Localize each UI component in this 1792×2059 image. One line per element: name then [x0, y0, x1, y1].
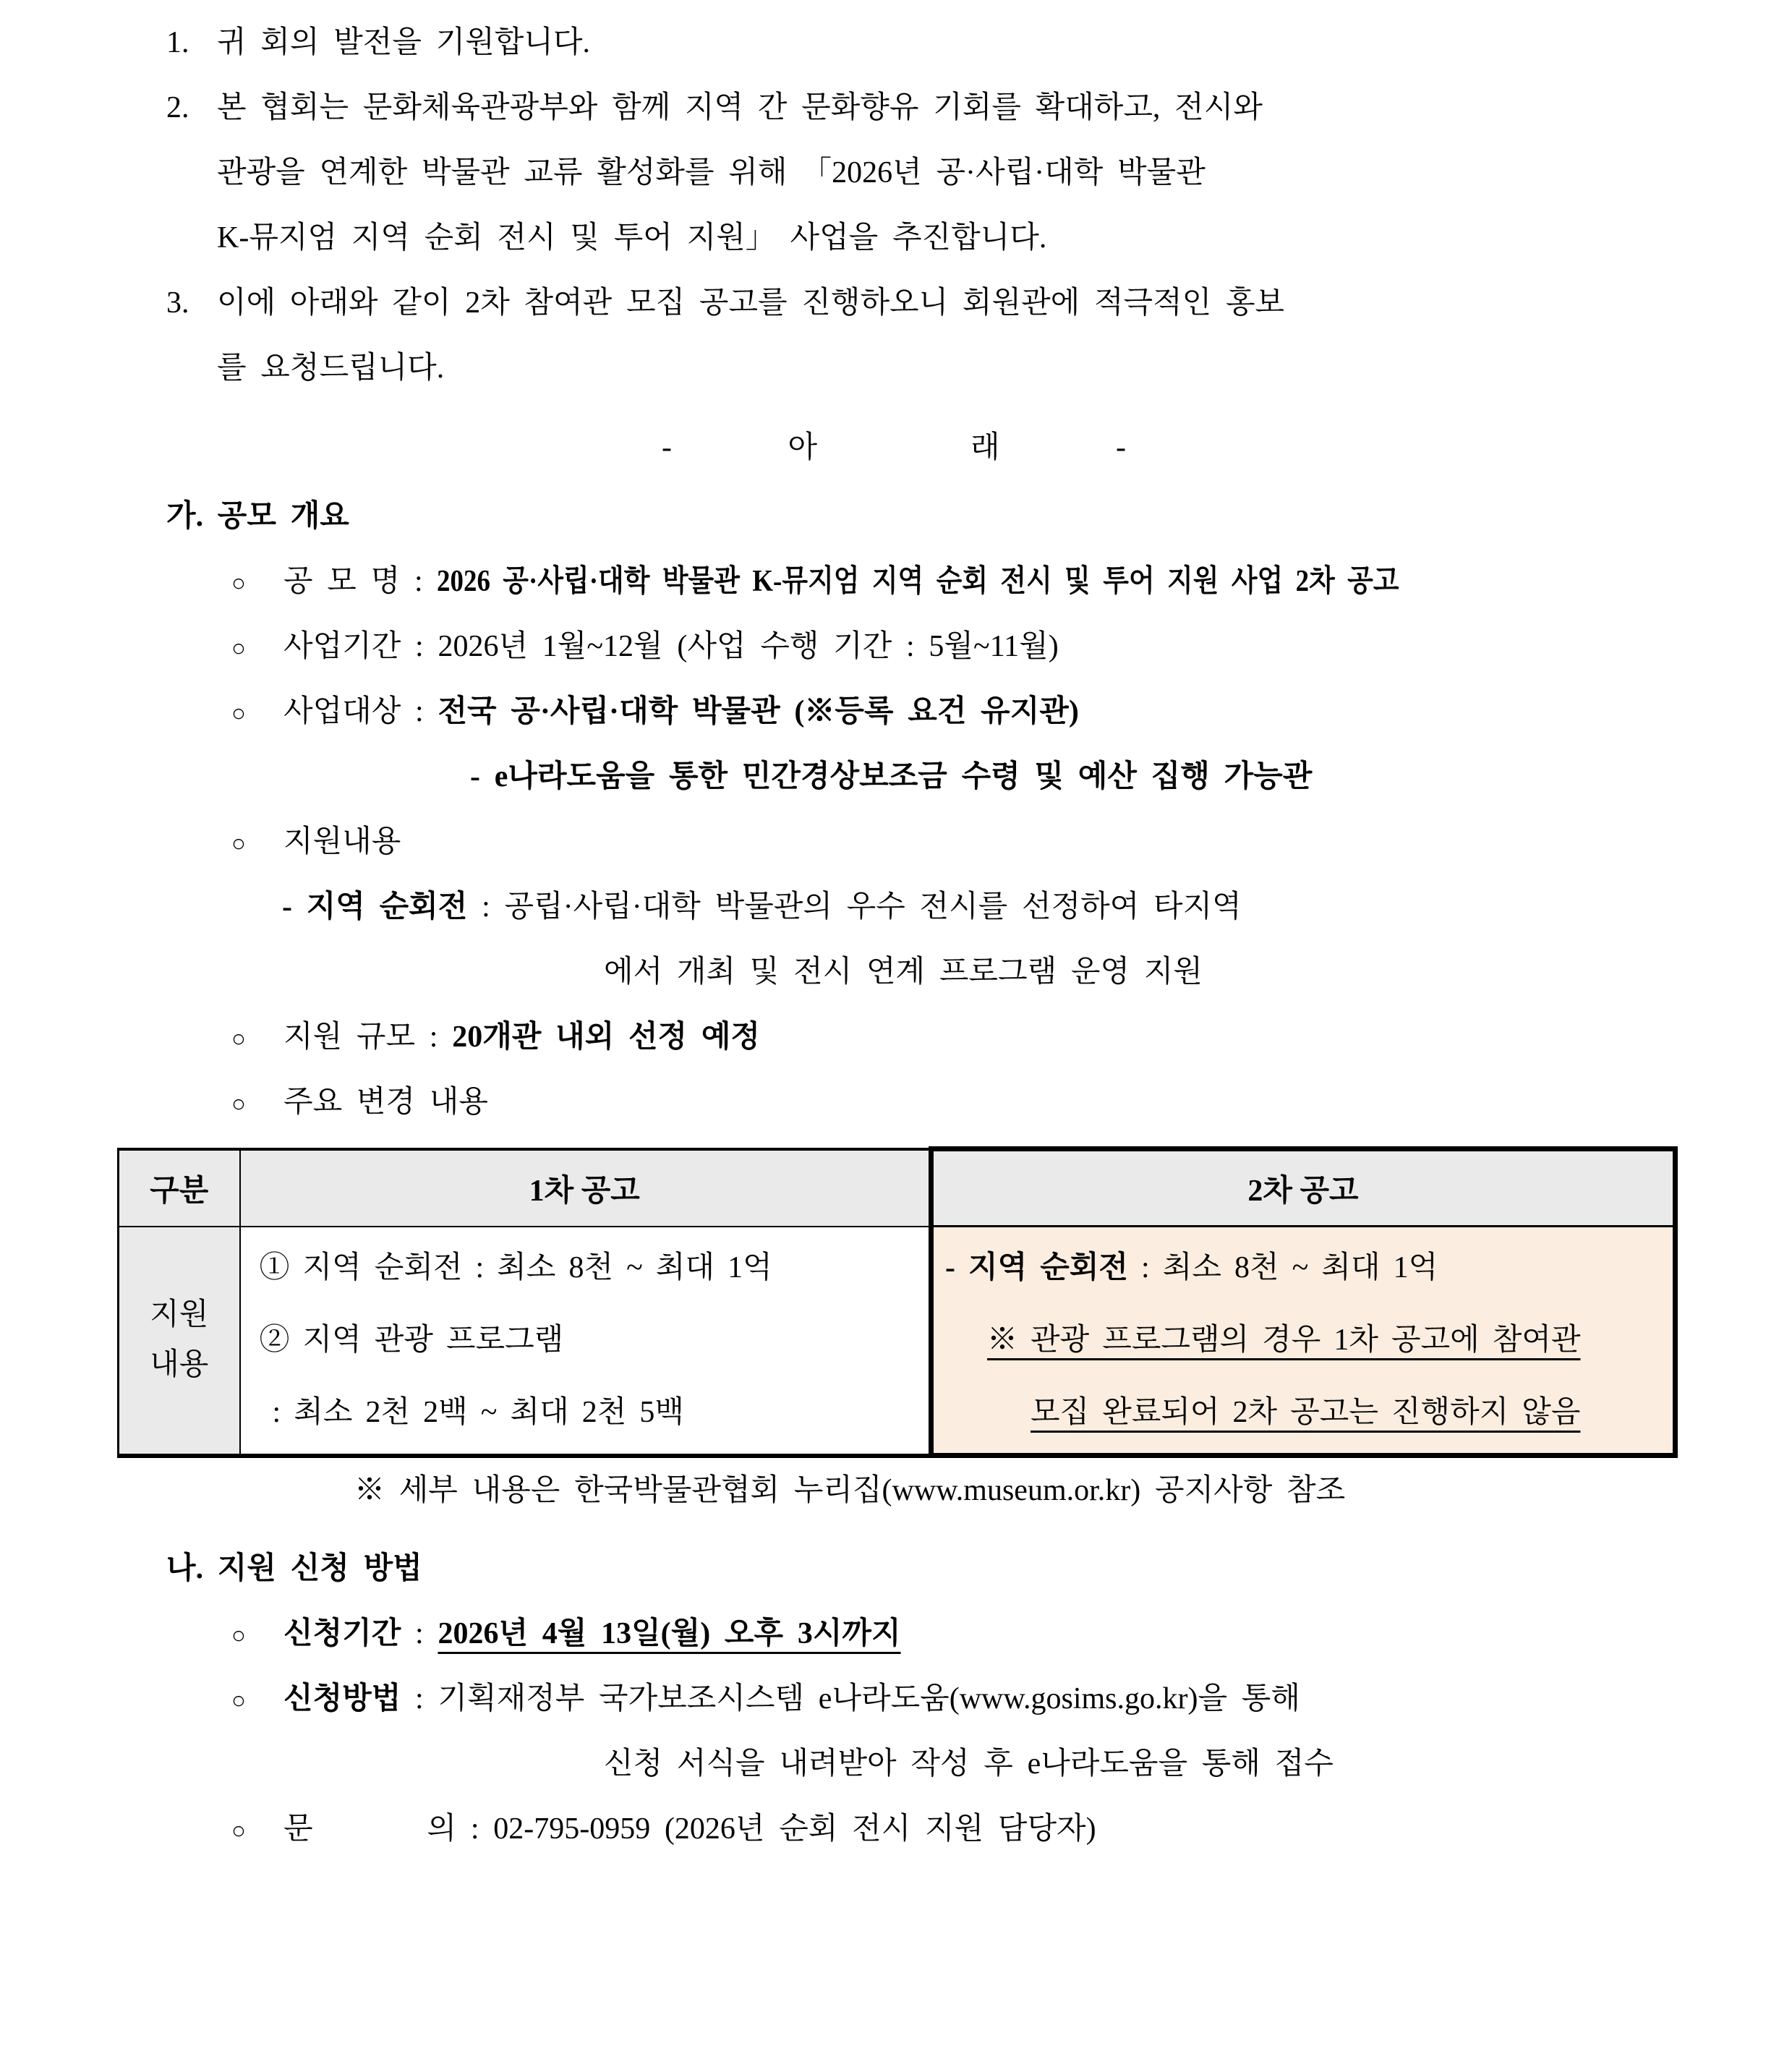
apply-period-value: 2026년 4월 13일(월) 오후 3시까지 [438, 1617, 901, 1650]
support-tour-row [0, 874, 1792, 939]
second-notice-line [945, 1232, 1672, 1304]
paragraph-1-text: 귀 회의 발전을 기원합니다. [217, 26, 591, 59]
circle-bullet-icon: ○ [231, 1091, 246, 1117]
apply-method-row [0, 1666, 1792, 1731]
paragraph-1 [0, 10, 1792, 75]
first-notice-line: ① 지역 순회전 : 최소 8천 ~ 최대 1억 [259, 1251, 772, 1284]
item-number: 2. [166, 91, 189, 124]
second-notice-cell [931, 1227, 1676, 1456]
contact-label: 문 의 [283, 1812, 457, 1846]
item-number: 1. [166, 26, 189, 59]
support-tour-label: - 지역 순회전 [282, 890, 468, 924]
colon-separator: : [400, 565, 438, 598]
table-row-label-cell [119, 1227, 240, 1456]
second-notice-note-text: 모집 완료되어 2차 공고는 진행하지 않음 [1031, 1396, 1581, 1429]
circle-bullet-icon: ○ [231, 1688, 246, 1714]
paragraph-2-text: 본 협회는 문화체육관광부와 함께 지역 간 문화향유 기회를 확대하고, 전시와 [217, 91, 1263, 124]
notice-name-value: 2026 공·사립·대학 박물관 K-뮤지엄 지역 순회 전시 및 투어 지원 사업 2차 공고 [437, 565, 1399, 598]
project-period-label: 사업기간 [283, 630, 401, 663]
colon-separator: : [401, 630, 438, 663]
paragraph-2-cont [0, 140, 1792, 205]
section-a-heading: 가. 공모 개요 [166, 500, 349, 533]
circle-bullet-icon: ○ [231, 1818, 246, 1844]
support-scale-value: 20개관 내외 선정 예정 [452, 1020, 760, 1054]
apply-period-row [0, 1601, 1792, 1666]
first-notice-line: ② 지역 관광 프로그램 [259, 1323, 564, 1357]
change-comparison-table [117, 1146, 1678, 1458]
table-footnote: ※ 세부 내용은 한국박물관협회 누리집(www.museum.or.kr) 공지사항 참조 [354, 1474, 1346, 1507]
support-scale-label: 지원 규모 [283, 1020, 416, 1054]
colon-separator: : [456, 1812, 494, 1846]
circle-bullet-icon: ○ [231, 571, 246, 597]
table-header-row [119, 1149, 1676, 1227]
project-target-value: 전국 공·사립·대학 박물관 (※등록 요건 유지관) [438, 695, 1079, 728]
section-b-heading: 나. 지원 신청 방법 [166, 1552, 422, 1585]
support-content-row [0, 809, 1792, 874]
major-changes-row [0, 1070, 1792, 1135]
apply-method-label: 신청방법 [283, 1682, 401, 1715]
table-header-first-notice: 1차 공고 [240, 1149, 931, 1227]
paragraph-3-cont [0, 336, 1792, 401]
paragraph-3-text: 이에 아래와 같이 2차 참여관 모집 공고를 진행하오니 회원관에 적극적인 홍보 [217, 286, 1285, 320]
circle-bullet-icon: ○ [231, 1026, 246, 1052]
table-header-second-notice: 2차 공고 [931, 1149, 1676, 1227]
paragraph-2 [0, 75, 1792, 140]
support-content-label: 지원내용 [283, 825, 401, 858]
project-period-row [0, 614, 1792, 679]
colon-separator: : [401, 695, 438, 728]
table-body-row [119, 1227, 1676, 1456]
paragraph-3-text: 를 요청드립니다. [217, 351, 445, 385]
project-period-value: 2026년 1월~12월 (사업 수행 기간 : 5월~11월) [438, 630, 1059, 663]
paragraph-2-cont [0, 205, 1792, 270]
table-row-label: 지원 [150, 1297, 209, 1331]
support-scale-row [0, 1005, 1792, 1070]
contact-value: 02-795-0959 (2026년 순회 전시 지원 담당자) [493, 1812, 1096, 1846]
notice-name-row [0, 549, 1792, 614]
first-notice-cell [240, 1227, 931, 1456]
circle-bullet-icon: ○ [231, 831, 246, 857]
second-notice-note [945, 1376, 1672, 1449]
notice-name-label: 공 모 명 [283, 565, 401, 598]
paragraph-3 [0, 270, 1792, 336]
item-number: 3. [166, 286, 189, 320]
support-tour-desc: : 공립·사립·대학 박물관의 우수 전시를 선정하여 타지역 [467, 890, 1242, 924]
project-target-label: 사업대상 [283, 695, 401, 728]
circle-bullet-icon: ○ [231, 1623, 246, 1649]
project-target-sub: - e나라도움을 통한 민간경상보조금 수령 및 예산 집행 가능관 [470, 760, 1313, 793]
paragraph-2-text: K-뮤지엄 지역 순회 전시 및 투어 지원」 사업을 추진합니다. [217, 221, 1047, 255]
second-notice-tour-value: : 최소 8천 ~ 최대 1억 [1127, 1251, 1438, 1284]
contact-row [0, 1796, 1792, 1862]
second-notice-note-text: ※ 관광 프로그램의 경우 1차 공고에 참여관 [987, 1323, 1581, 1357]
apply-method-cont: 신청 서식을 내려받아 작성 후 e나라도움을 통해 접수 [604, 1747, 1334, 1781]
second-notice-note [945, 1304, 1672, 1376]
apply-period-label: 신청기간 [283, 1617, 401, 1650]
table-row-label: 내용 [150, 1348, 209, 1381]
colon-separator: : [415, 1020, 453, 1054]
project-target-row [0, 679, 1792, 744]
major-changes-label: 주요 변경 내용 [283, 1086, 488, 1119]
paragraph-2-text: 관광을 연계한 박물관 교류 활성화를 위해 「2026년 공·사립·대학 박물관 [217, 156, 1206, 189]
circle-bullet-icon: ○ [231, 701, 246, 727]
below-divider: - 아 래 - [662, 431, 1130, 464]
table-header-gubun: 구분 [119, 1149, 240, 1227]
second-notice-tour-label: - 지역 순회전 [945, 1251, 1128, 1284]
colon-separator: : [401, 1682, 438, 1715]
apply-method-value: 기획재정부 국가보조시스템 e나라도움(www.gosims.go.kr)을 통해 [438, 1682, 1300, 1715]
circle-bullet-icon: ○ [231, 636, 246, 662]
colon-separator: : [401, 1617, 438, 1650]
first-notice-line: : 최소 2천 2백 ~ 최대 2천 5백 [259, 1396, 684, 1429]
support-tour-cont: 에서 개최 및 전시 연계 프로그램 운영 지원 [604, 955, 1203, 989]
